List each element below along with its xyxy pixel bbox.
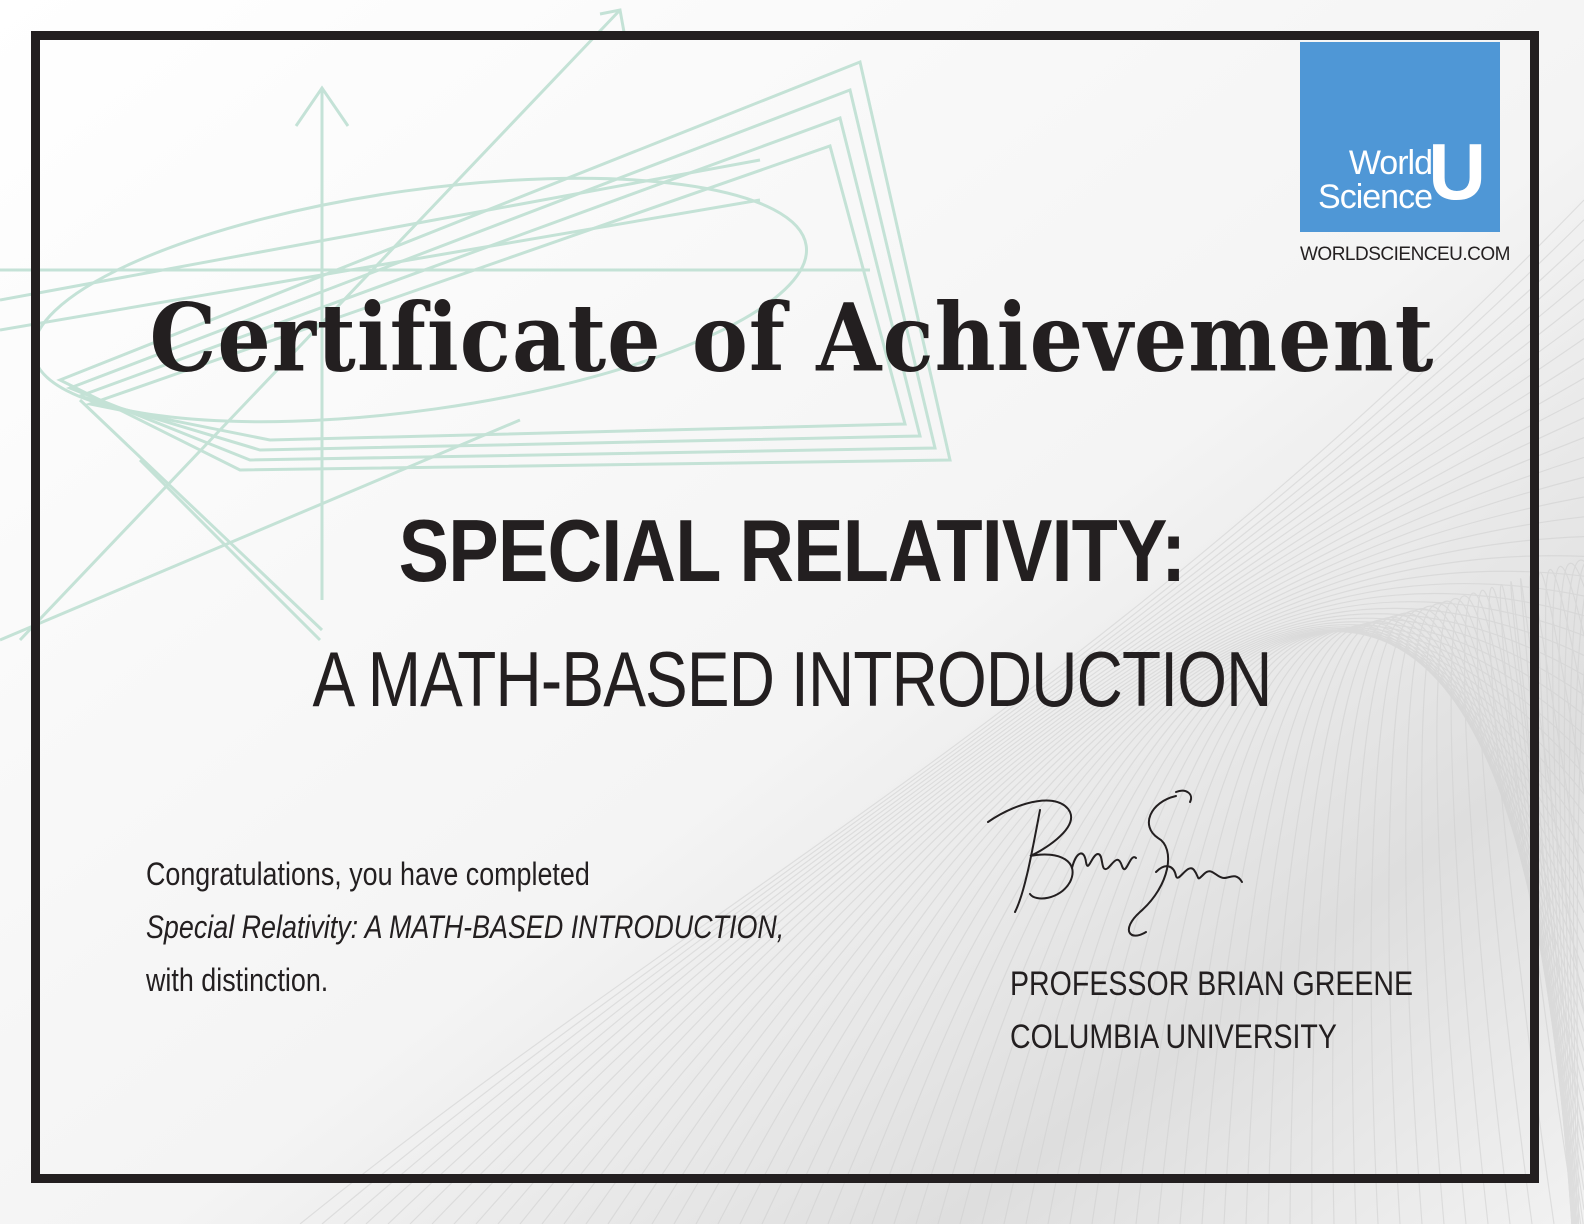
congratulations-message (146, 848, 784, 1007)
course-title: SPECIAL RELATIVITY: (398, 501, 1186, 600)
message-line-1: Congratulations, you have completed (146, 856, 590, 892)
message-line-3: with distinction. (146, 962, 329, 998)
worldscienceu-logo (1300, 42, 1500, 232)
logo-text-world: World (1348, 144, 1432, 182)
website-url: WORLDSCIENCEU.COM (1300, 244, 1511, 265)
certificate-heading: Certificate of Achievement (149, 282, 1435, 393)
signer-institution: COLUMBIA UNIVERSITY (1010, 1018, 1337, 1056)
logo-letter-u: U (1428, 127, 1486, 216)
signer-block (1010, 958, 1430, 1064)
signer-name: PROFESSOR BRIAN GREENE (1010, 965, 1414, 1003)
message-line-2: Special Relativity: A MATH-BASED INTRODUCTION, (146, 909, 785, 945)
course-subtitle: A MATH-BASED INTRODUCTION (312, 635, 1272, 723)
logo-text-science: Science (1318, 178, 1432, 216)
handwritten-signature (980, 782, 1260, 952)
